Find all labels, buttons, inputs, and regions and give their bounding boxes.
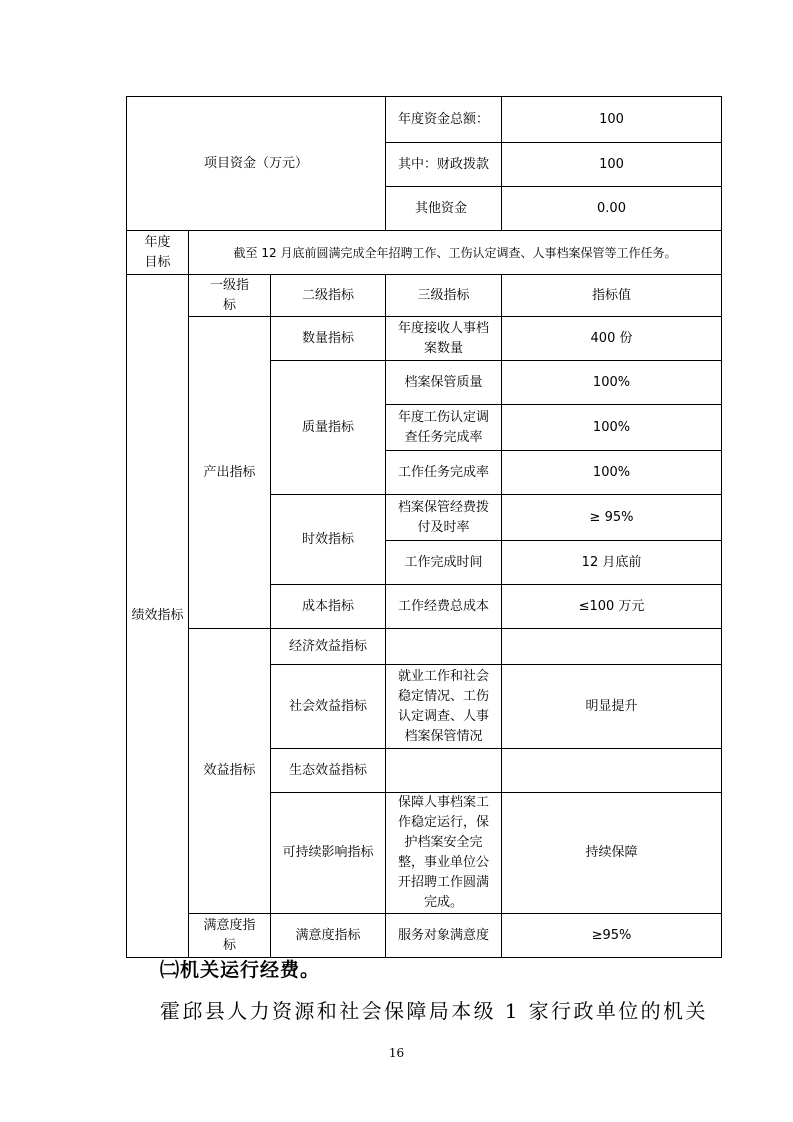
economic-indicator-label: 经济效益指标 <box>271 629 386 665</box>
output-indicator-label: 产出指标 <box>189 317 271 629</box>
timeliness-item-1: 档案保管经费拨付及时率 <box>386 495 502 541</box>
quantity-indicator-label: 数量指标 <box>271 317 386 361</box>
cost-value: ≤100 万元 <box>502 585 722 629</box>
funds-label: 项目资金（万元） <box>127 97 386 231</box>
quantity-value: 400 份 <box>502 317 722 361</box>
cost-item: 工作经费总成本 <box>386 585 502 629</box>
fiscal-value: 100 <box>502 143 722 187</box>
goal-label: 年度目标 <box>127 231 189 275</box>
ecological-indicator-label: 生态效益指标 <box>271 749 386 793</box>
section-heading: ㈡机关运行经费。 <box>160 959 321 981</box>
social-indicator-label: 社会效益指标 <box>271 665 386 749</box>
benefit-indicator-label: 效益指标 <box>189 629 271 914</box>
quantity-item: 年度接收人事档案数量 <box>386 317 502 361</box>
goal-text: 截至 12 月底前圆满完成全年招聘工作、工伤认定调查、人事档案保管等工作任务。 <box>189 231 722 275</box>
indicators-section-label: 绩效指标 <box>127 275 189 958</box>
quality-indicator-label: 质量指标 <box>271 361 386 495</box>
economic-item <box>386 629 502 665</box>
ecological-item <box>386 749 502 793</box>
timeliness-value-1: ≥ 95% <box>502 495 722 541</box>
social-item: 就业工作和社会稳定情况、工伤认定调查、人事档案保管情况 <box>386 665 502 749</box>
quality-item-3: 工作任务完成率 <box>386 451 502 495</box>
other-funds-value: 0.00 <box>502 187 722 231</box>
satisfaction-indicator-label: 满意度指标 <box>189 914 271 958</box>
sustainable-item: 保障人事档案工作稳定运行，保护档案安全完整，事业单位公开招聘工作圆满完成。 <box>386 793 502 914</box>
quality-value-2: 100% <box>502 405 722 451</box>
header-level2: 二级指标 <box>271 275 386 317</box>
social-value: 明显提升 <box>502 665 722 749</box>
timeliness-item-2: 工作完成时间 <box>386 541 502 585</box>
performance-table <box>126 96 722 958</box>
quality-item-1: 档案保管质量 <box>386 361 502 405</box>
quality-value-3: 100% <box>502 451 722 495</box>
annual-total-label: 年度资金总额： <box>386 97 502 143</box>
quality-item-2: 年度工伤认定调查任务完成率 <box>386 405 502 451</box>
page-number: 16 <box>388 1046 405 1060</box>
annual-total-value: 100 <box>502 97 722 143</box>
satisfaction-item: 服务对象满意度 <box>386 914 502 958</box>
satisfaction-value: ≥95% <box>502 914 722 958</box>
satisfaction-sub-label: 满意度指标 <box>271 914 386 958</box>
header-level1: 一级指标 <box>189 275 271 317</box>
quality-value-1: 100% <box>502 361 722 405</box>
cost-indicator-label: 成本指标 <box>271 585 386 629</box>
body-text: 霍邱县人力资源和社会保障局本级 1 家行政单位的机关 <box>160 999 708 1023</box>
timeliness-indicator-label: 时效指标 <box>271 495 386 585</box>
other-funds-label: 其他资金 <box>386 187 502 231</box>
header-level3: 三级指标 <box>386 275 502 317</box>
economic-value <box>502 629 722 665</box>
ecological-value <box>502 749 722 793</box>
timeliness-value-2: 12 月底前 <box>502 541 722 585</box>
sustainable-indicator-label: 可持续影响指标 <box>271 793 386 914</box>
sustainable-value: 持续保障 <box>502 793 722 914</box>
header-value: 指标值 <box>502 275 722 317</box>
fiscal-label: 其中：财政拨款 <box>386 143 502 187</box>
